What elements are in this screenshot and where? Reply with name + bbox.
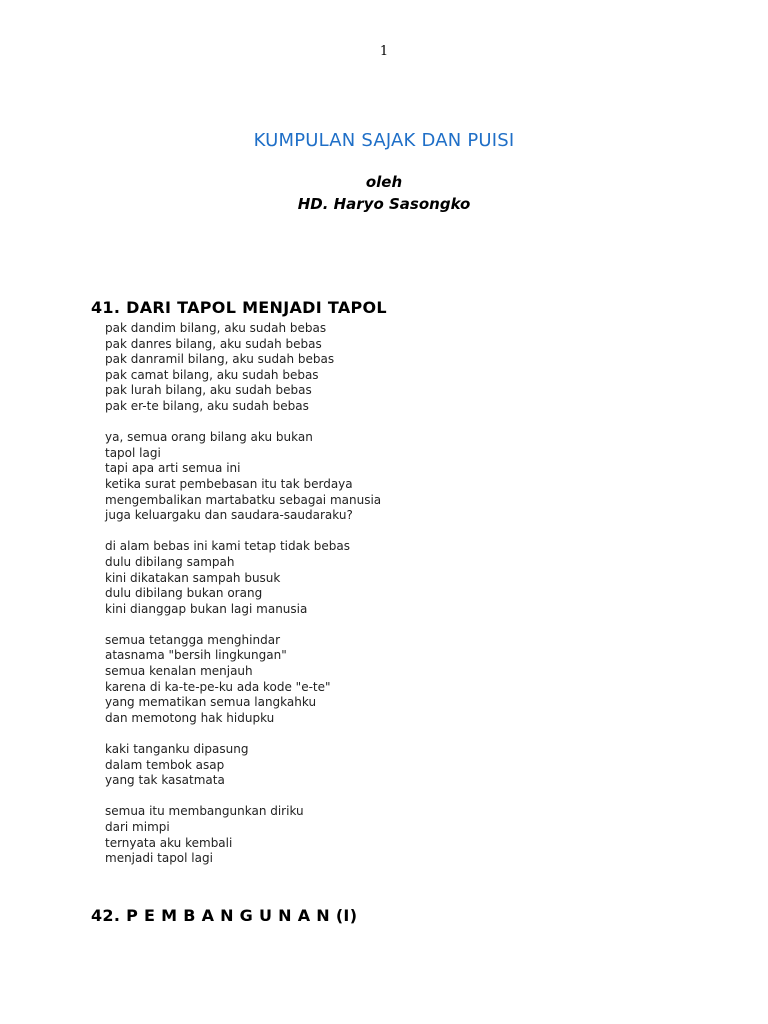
poem-line: yang tak kasatmata [105, 773, 225, 788]
poem-line: kini dikatakan sampah busuk [105, 570, 281, 585]
poem-line: semua itu membangunkan diriku [105, 804, 304, 819]
poem-line: di alam bebas ini kami tetap tidak bebas [105, 539, 350, 554]
stanza [105, 430, 665, 524]
poem-line: atasnama "bersih lingkungan" [105, 648, 287, 663]
poem-line: ketika surat pembebasan itu tak berdaya [105, 476, 353, 491]
poem-line: semua tetangga menghindar [105, 632, 280, 647]
poem-line: pak danres bilang, aku sudah bebas [105, 336, 322, 351]
poem-line: juga keluargaku dan saudara-saudaraku? [105, 508, 353, 523]
stanza [105, 321, 665, 415]
poem-line: mengembalikan martabatku sebagai manusia [105, 492, 382, 507]
poem-line: ya, semua orang bilang aku bukan [105, 430, 313, 445]
poem-line: ternyata aku kembali [105, 835, 233, 850]
poem-line: menjadi tapol lagi [105, 851, 213, 866]
stanza [105, 539, 665, 617]
poem-line: kaki tanganku dipasung [105, 742, 249, 757]
poem-line: kini dianggap bukan lagi manusia [105, 601, 308, 616]
poem-line: dari mimpi [105, 820, 170, 834]
poem-line: yang mematikan semua langkahku [105, 695, 317, 710]
poem-line: tapol lagi [105, 445, 161, 460]
poem-line: dan memotong hak hidupku [105, 710, 275, 725]
poem-line: pak camat bilang, aku sudah bebas [105, 367, 319, 382]
poem-line: tapi apa arti semua ini [105, 461, 241, 476]
poem-body [105, 321, 665, 867]
poem-line: pak danramil bilang, aku sudah bebas [105, 352, 335, 367]
poem-line: semua kenalan menjauh [105, 664, 253, 679]
byline-oleh: oleh [365, 173, 403, 191]
poem-line: karena di ka-te-pe-ku ada kode "e-te" [105, 679, 331, 694]
poem-line: dalam tembok asap [105, 757, 225, 772]
poem-line: dulu dibilang bukan orang [105, 586, 263, 601]
poem-line: pak dandim bilang, aku sudah bebas [105, 321, 327, 335]
byline-author: HD. Haryo Sasongko [297, 195, 471, 213]
poem-line: pak er-te bilang, aku sudah bebas [105, 398, 309, 413]
stanza [105, 633, 665, 727]
document-title: KUMPULAN SAJAK DAN PUISI [253, 130, 515, 151]
stanza [105, 742, 665, 789]
poem-line: pak lurah bilang, aku sudah bebas [105, 383, 312, 398]
poem-line: dulu dibilang sampah [105, 554, 235, 569]
poem-heading: 41. DARI TAPOL MENJADI TAPOL [91, 298, 387, 317]
stanza [105, 804, 665, 866]
page-number: 1 [379, 44, 389, 59]
poem-heading: 42. P E M B A N G U N A N (I) [91, 906, 358, 925]
